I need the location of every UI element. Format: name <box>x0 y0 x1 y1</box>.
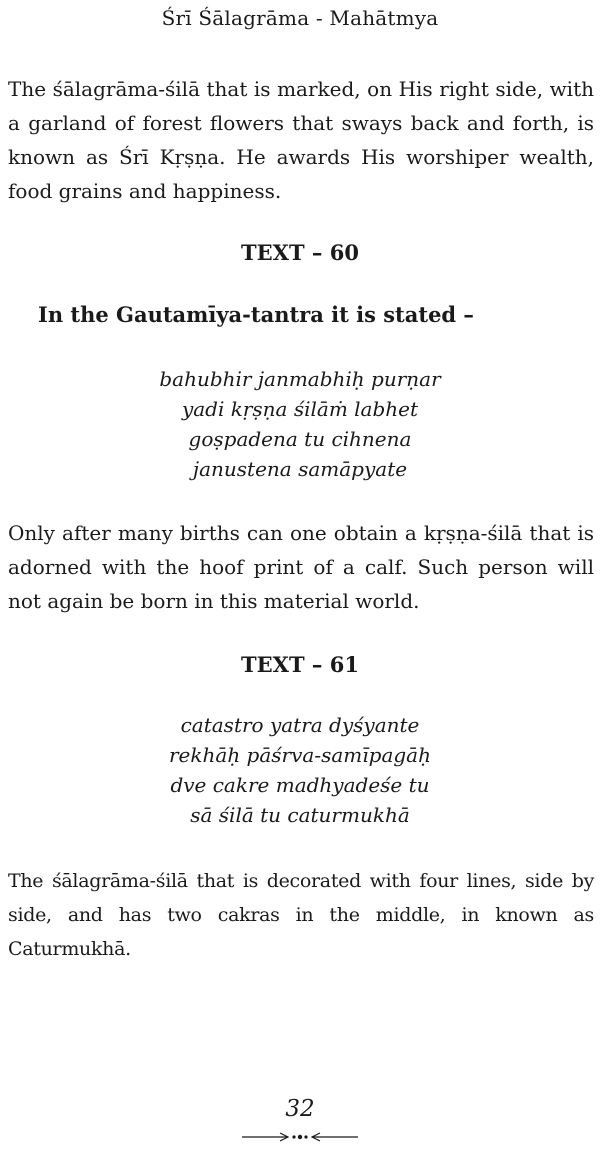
verse-line: rekhāḥ pāśrva-samīpagāḥ <box>169 743 431 767</box>
verse-line: goṣpadena tu cihnena <box>188 427 412 451</box>
text-60-heading: TEXT – 60 <box>241 240 359 265</box>
text-61-verse <box>0 710 600 830</box>
decorative-rule-icon <box>240 1130 360 1144</box>
paragraph-translation-59: The śālagrāma-śilā that is marked, on His right side, with a garland of forest flowers that sways back and forth, is known as Śrī Kṛṣṇa. He awards His worshiper wealth, food grains and happiness. <box>8 77 594 203</box>
verse-line: yadi kṛṣṇa śilāṁ labhet <box>181 397 419 421</box>
verse-line: dve cakre madhyadeśe tu <box>170 773 430 797</box>
paragraph-translation-61: The śālagrāma-śilā that is decorated with four lines, side by side, and has two cakras in the middle, in known as Caturmukhā. <box>8 870 594 960</box>
verse-line: janustena samāpyate <box>192 457 408 481</box>
running-head: Śrī Śālagrāma - Mahātmya <box>161 6 439 30</box>
verse-line: sā śilā tu caturmukhā <box>190 803 410 827</box>
verse-line: bahubhir janmabhiḥ purṇar <box>159 367 441 391</box>
page-number: 32 <box>285 1096 315 1122</box>
text-60-verse <box>0 364 600 484</box>
paragraph-translation-60: Only after many births can one obtain a kṛṣṇa-śilā that is adorned with the hoof print of a calf. Such person will not again be born in this material world. <box>8 521 594 613</box>
text-61-heading: TEXT – 61 <box>241 652 359 677</box>
verse-line: catastro yatra dyśyante <box>180 713 420 737</box>
text-60-intro: In the Gautamīya-tantra it is stated – <box>38 302 474 327</box>
